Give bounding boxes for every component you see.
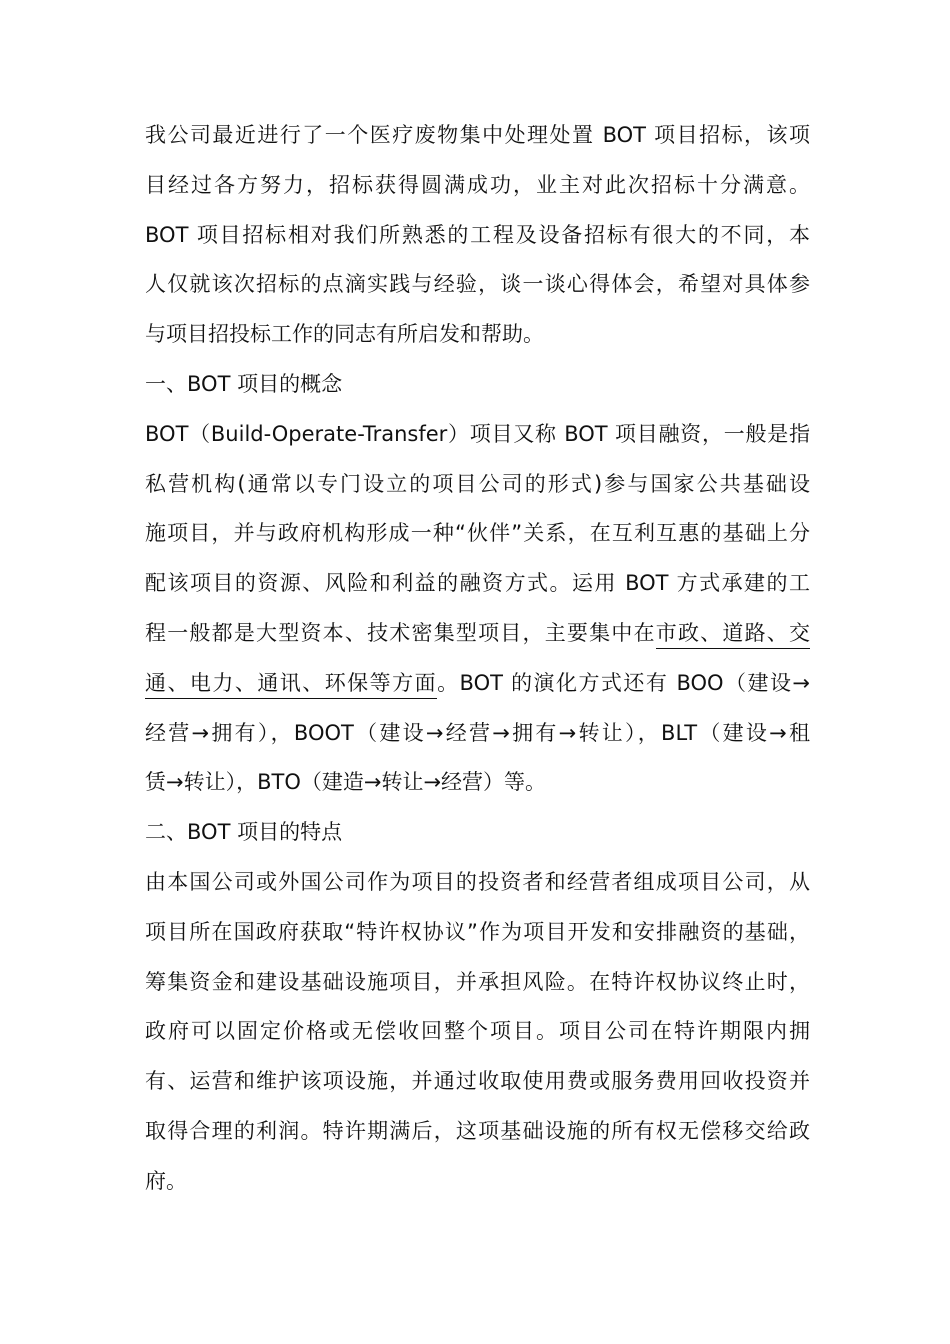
intro-line-5: 与项目招投标工作的同志有所启发和帮助。 xyxy=(145,322,544,347)
section-2-line-6: 取得合理的利润。特许期满后，这项基础设施的所有权无偿移交给政 xyxy=(145,1118,810,1143)
section-1-line-4: 配该项目的资源、风险和利益的融资方式。运用 BOT 方式承建的工 xyxy=(145,571,810,596)
intro-line-3: BOT 项目招标相对我们所熟悉的工程及设备招标有很大的不同，本 xyxy=(145,222,810,247)
section-2-line-4: 政府可以固定价格或无偿收回整个项目。项目公司在特许期限内拥 xyxy=(145,1019,810,1044)
section-1-line-1: BOT（Build-Operate-Transfer）项目又称 BOT 项目融资，一般是指 xyxy=(145,421,810,446)
section-1-line-6-text: 。BOT 的演化方式还有 BOO（建设→ xyxy=(437,670,811,695)
section-1-line-5-text: 程一般都是大型资本、技术密集型项目，主要集中在 xyxy=(145,620,656,645)
section-2-line-2: 项目所在国政府获取“特许权协议”作为项目开发和安排融资的基础， xyxy=(145,919,810,944)
section-1-heading: 一、BOT 项目的概念 xyxy=(145,371,343,396)
intro-line-1: 我公司最近进行了一个医疗废物集中处理处置 BOT 项目招标，该项 xyxy=(145,123,810,147)
underlined-text: 通、电力、通讯、环保等方面 xyxy=(145,671,437,699)
section-2-line-5: 有、运营和维护该项设施，并通过收取使用费或服务费用回收投资并 xyxy=(145,1069,810,1094)
section-1-line-8: 赁→转让），BTO（建造→转让→经营）等。 xyxy=(145,770,547,795)
section-1-line-5 xyxy=(145,609,810,659)
section-2-line-3: 筹集资金和建设基础设施项目，并承担风险。在特许权协议终止时， xyxy=(145,969,810,994)
underlined-text: 市政、道路、交 xyxy=(656,621,810,649)
section-1-line-2: 私营机构(通常以专门设立的项目公司的形式)参与国家公共基础设 xyxy=(145,471,810,496)
section-1-line-3: 施项目，并与政府机构形成一种“伙伴”关系，在互利互惠的基础上分 xyxy=(145,521,810,546)
intro-line-2: 目经过各方努力，招标获得圆满成功，业主对此次招标十分满意。 xyxy=(145,172,810,197)
section-1-line-7: 经营→拥有），BOOT（建设→经营→拥有→转让），BLT（建设→租 xyxy=(145,720,810,745)
intro-line-4: 人仅就该次招标的点滴实践与经验，谈一谈心得体会，希望对具体参 xyxy=(145,272,810,297)
section-2-heading: 二、BOT 项目的特点 xyxy=(145,820,343,845)
section-2-line-1: 由本国公司或外国公司作为项目的投资者和经营者组成项目公司，从 xyxy=(145,869,810,894)
section-2-line-7: 府。 xyxy=(145,1168,187,1193)
document-body xyxy=(145,111,810,1207)
section-1-line-6 xyxy=(145,659,810,709)
